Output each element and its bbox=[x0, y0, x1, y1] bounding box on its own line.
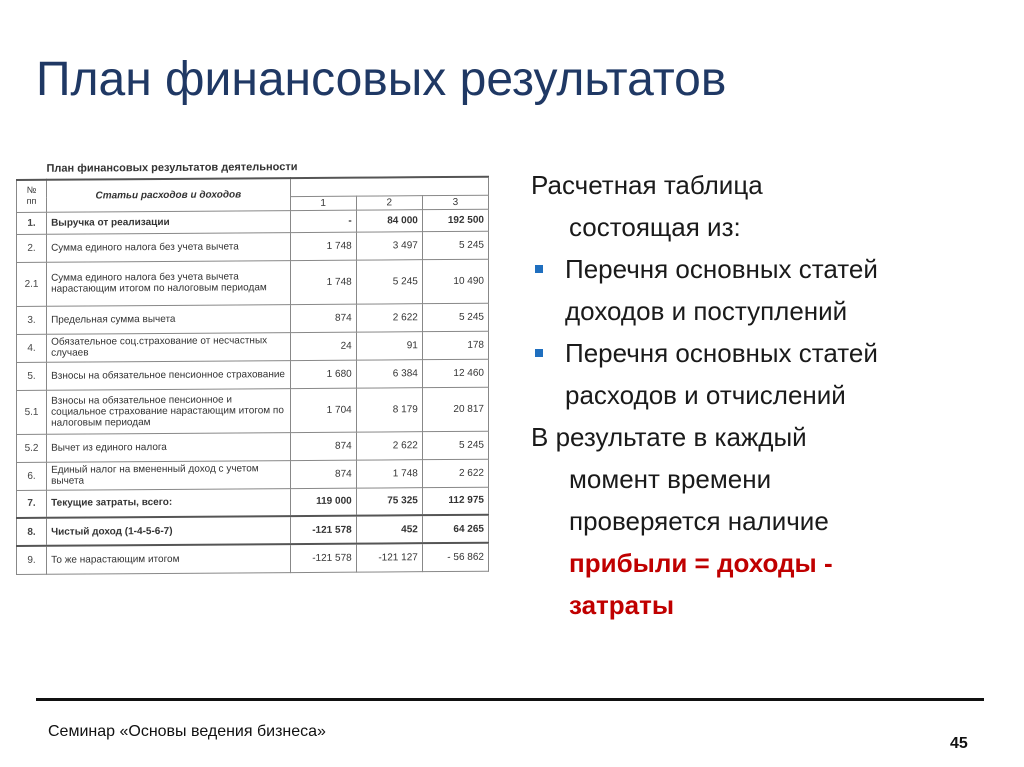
bullet-item-expenses bbox=[531, 332, 1001, 416]
row-value-period-2: 91 bbox=[356, 331, 422, 359]
result-line-1: В результате в каждый bbox=[531, 422, 807, 452]
row-value-period-2: 1 748 bbox=[356, 459, 422, 487]
row-item: Вычет из единого налога bbox=[47, 432, 291, 462]
row-item: Чистый доход (1-4-5-6-7) bbox=[47, 516, 291, 546]
result-text bbox=[531, 416, 1001, 626]
footer-seminar-title: Семинар «Основы ведения бизнеса» bbox=[48, 723, 326, 740]
row-value-period-2: 2 622 bbox=[356, 431, 422, 459]
row-number: 3. bbox=[17, 306, 47, 334]
row-value-period-1: 1 704 bbox=[290, 388, 356, 432]
header-period-2: 2 bbox=[356, 195, 422, 209]
intro-text bbox=[531, 164, 1001, 248]
row-value-period-1: -121 578 bbox=[290, 516, 356, 544]
bullet-1-line-1: Перечня основных статей bbox=[565, 254, 878, 284]
row-value-period-2: 5 245 bbox=[356, 259, 422, 303]
financial-results-table-image bbox=[16, 157, 489, 575]
result-line-3: проверяется наличие bbox=[569, 506, 829, 536]
row-number: 6. bbox=[17, 462, 47, 490]
row-number: 2. bbox=[17, 234, 47, 262]
table-row bbox=[17, 487, 489, 518]
row-value-period-1: 1 680 bbox=[290, 360, 356, 388]
row-value-period-3: 64 265 bbox=[422, 515, 488, 543]
table-row bbox=[17, 431, 489, 462]
financial-results-table bbox=[16, 157, 489, 575]
table-row bbox=[17, 543, 489, 574]
row-number: 7. bbox=[17, 490, 47, 518]
page-number: 45 bbox=[950, 735, 968, 752]
row-value-period-3: 12 460 bbox=[422, 359, 488, 387]
square-bullet-icon bbox=[535, 349, 543, 357]
row-item: Взносы на обязательное пенсионное и социальное страхование нарастающим итогом по налоговым периодам bbox=[47, 388, 291, 434]
row-value-period-2: 6 384 bbox=[356, 359, 422, 387]
row-value-period-3: 5 245 bbox=[422, 303, 488, 331]
row-value-period-1: - bbox=[290, 210, 356, 232]
row-value-period-3: 10 490 bbox=[422, 259, 488, 303]
row-item: Текущие затраты, всего: bbox=[47, 488, 291, 518]
row-value-period-1: 1 748 bbox=[290, 232, 356, 260]
row-item: Сумма единого налога без учета вычета bbox=[47, 232, 291, 262]
row-value-period-2: 84 000 bbox=[356, 209, 422, 231]
table-row bbox=[17, 459, 489, 490]
intro-line-2: состоящая из: bbox=[569, 212, 741, 242]
header-item: Статьи расходов и доходов bbox=[47, 178, 291, 212]
row-number: 8. bbox=[17, 518, 47, 546]
table-body bbox=[17, 209, 489, 574]
table-row bbox=[17, 387, 489, 434]
row-value-period-1: 1 748 bbox=[290, 260, 356, 304]
row-value-period-3: 112 975 bbox=[422, 487, 488, 515]
row-value-period-1: -121 578 bbox=[290, 544, 356, 572]
header-num: № пп bbox=[17, 180, 47, 212]
row-item: Предельная сумма вычета bbox=[47, 304, 291, 334]
square-bullet-icon bbox=[535, 265, 543, 273]
row-value-period-3: 5 245 bbox=[422, 431, 488, 459]
bullet-item-income bbox=[531, 248, 1001, 332]
row-value-period-3: 192 500 bbox=[422, 209, 488, 231]
row-value-period-2: -121 127 bbox=[356, 543, 422, 571]
table-row bbox=[17, 231, 489, 262]
right-text-block bbox=[531, 164, 1001, 626]
row-number: 5.2 bbox=[17, 434, 47, 462]
row-value-period-2: 452 bbox=[356, 515, 422, 543]
footer-divider bbox=[36, 698, 984, 701]
row-value-period-1: 874 bbox=[290, 460, 356, 488]
intro-line-1: Расчетная таблица bbox=[531, 170, 763, 200]
result-highlight-line-2: затраты bbox=[569, 590, 675, 620]
header-period-1: 1 bbox=[290, 196, 356, 210]
result-highlight-line-1: прибыли = доходы - bbox=[569, 548, 833, 578]
table-row bbox=[17, 209, 489, 234]
row-item: Единый налог на вмененный доход с учетом вычета bbox=[47, 460, 291, 490]
bullet-1-line-2: доходов и поступлений bbox=[565, 296, 848, 326]
row-item: Обязательное соц.страхование от несчастных случаев bbox=[47, 332, 291, 362]
table-row bbox=[17, 303, 489, 334]
header-periods-blank bbox=[290, 177, 488, 196]
table-row bbox=[17, 259, 489, 306]
row-value-period-1: 119 000 bbox=[290, 488, 356, 516]
row-item: То же нарастающим итогом bbox=[47, 544, 291, 574]
row-number: 2.1 bbox=[17, 262, 47, 306]
slide-title: План финансовых результатов bbox=[36, 53, 727, 106]
row-value-period-2: 75 325 bbox=[356, 487, 422, 515]
table-row bbox=[17, 515, 489, 546]
row-value-period-1: 874 bbox=[290, 304, 356, 332]
table-row bbox=[17, 331, 489, 362]
row-item: Выручка от реализации bbox=[47, 210, 291, 234]
row-value-period-3: 20 817 bbox=[422, 387, 488, 431]
row-number: 5. bbox=[17, 362, 47, 390]
row-value-period-3: 178 bbox=[422, 331, 488, 359]
header-period-3: 3 bbox=[422, 195, 488, 209]
result-line-2: момент времени bbox=[569, 464, 772, 494]
table-row bbox=[17, 359, 489, 390]
row-value-period-2: 2 622 bbox=[356, 303, 422, 331]
row-value-period-3: 5 245 bbox=[422, 231, 488, 259]
row-item: Сумма единого налога без учета вычета нарастающим итогом по налоговым периодам bbox=[47, 260, 291, 306]
row-value-period-2: 3 497 bbox=[356, 231, 422, 259]
row-value-period-1: 874 bbox=[290, 432, 356, 460]
bullet-2-line-2: расходов и отчислений bbox=[565, 380, 846, 410]
row-value-period-3: 2 622 bbox=[422, 459, 488, 487]
row-item: Взносы на обязательное пенсионное страхование bbox=[47, 360, 291, 390]
row-number: 5.1 bbox=[17, 390, 47, 434]
row-number: 9. bbox=[17, 546, 47, 574]
table-caption: План финансовых результатов деятельности bbox=[17, 157, 489, 180]
row-number: 1. bbox=[17, 212, 47, 234]
row-number: 4. bbox=[17, 334, 47, 362]
row-value-period-3: - 56 862 bbox=[422, 543, 488, 571]
row-value-period-2: 8 179 bbox=[356, 387, 422, 431]
row-value-period-1: 24 bbox=[290, 332, 356, 360]
bullet-2-line-1: Перечня основных статей bbox=[565, 338, 878, 368]
